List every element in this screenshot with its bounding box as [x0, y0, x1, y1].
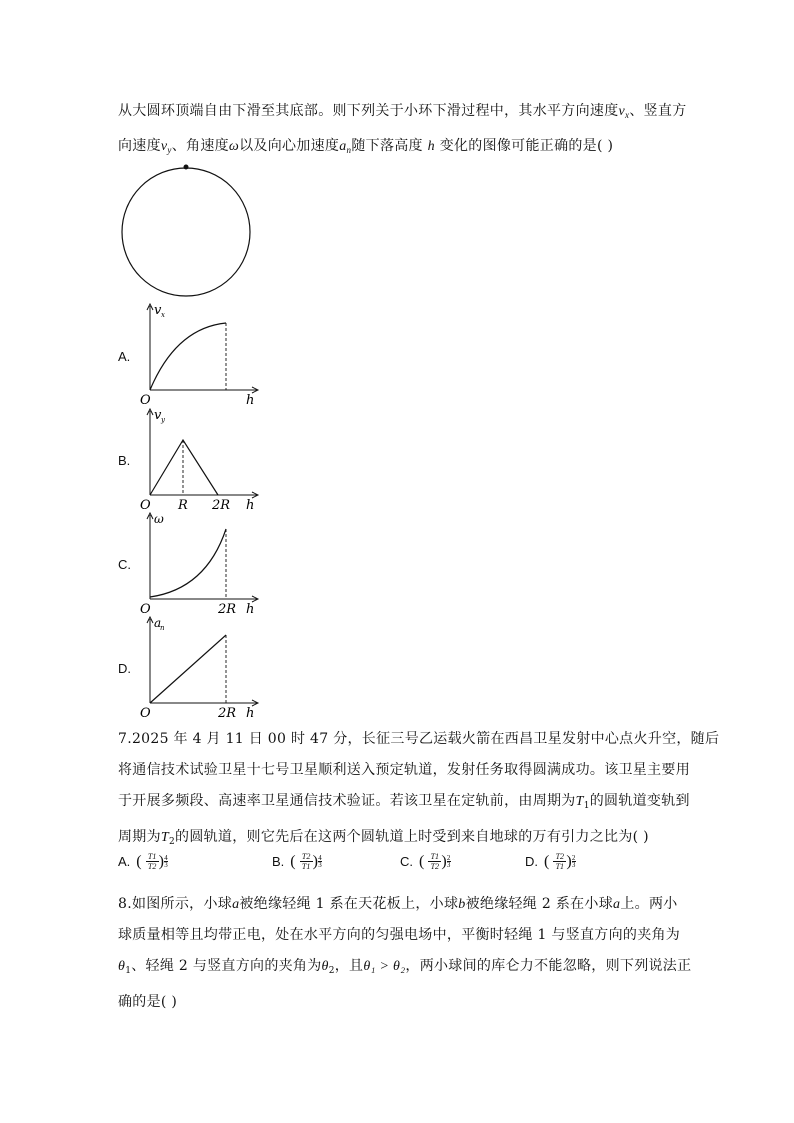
- origin-label: O: [140, 393, 151, 408]
- tick-2r: 2R: [212, 498, 231, 513]
- q8-line1-a: 8.如图所示，小球: [118, 896, 233, 912]
- ratio-fraction: [428, 852, 441, 871]
- q7-option-b[interactable]: [272, 852, 322, 871]
- option-label: D.: [525, 854, 538, 869]
- q6-line1: 从大圆环顶端自由下滑至其底部。则下列关于小环下滑过程中，其水平方向速度: [118, 103, 619, 119]
- option-b-label: B.: [118, 453, 131, 468]
- q7-line3-a: 于开展多频段、高速率卫星通信技术验证。若该卫星在定轨前，由周期为: [118, 793, 576, 809]
- y-sublabel: x: [161, 311, 165, 319]
- question-7-text: [118, 724, 720, 858]
- theta-inequality: θ₁ > θ₂: [363, 959, 406, 974]
- x-label: h: [246, 393, 255, 408]
- origin-label: O: [140, 602, 151, 617]
- theta1-symbol: θ: [118, 959, 126, 974]
- small-ring-dot: [184, 165, 189, 170]
- q8-line1-d: 上。两小: [620, 896, 678, 912]
- q6-line2-e: 变化的图像可能正确的是( ): [439, 138, 614, 154]
- origin-label: O: [140, 706, 151, 721]
- ratio-fraction: [553, 852, 566, 871]
- paren-close: ): [441, 852, 447, 870]
- fraction-numerator: T1: [147, 852, 157, 861]
- graph-d: [136, 613, 266, 721]
- exponent: [164, 855, 168, 868]
- q7-option-a[interactable]: [118, 852, 168, 871]
- q7-option-d[interactable]: [525, 852, 576, 871]
- x-label: h: [246, 498, 255, 513]
- vx-symbol: v: [618, 104, 626, 119]
- tick-r: R: [178, 498, 188, 513]
- option-label: C.: [400, 854, 413, 869]
- exponent-numerator: 2: [571, 854, 576, 862]
- exponent-numerator: 4: [318, 854, 322, 862]
- y-sublabel: n: [160, 624, 165, 632]
- q8-line1-c: 被绝缘轻绳 2 系在小球: [465, 896, 614, 912]
- option-label: B.: [272, 854, 285, 869]
- y-label: ω: [154, 512, 164, 526]
- q7-line4-a: 周期为: [118, 829, 161, 845]
- q6-line2-b: 、角速度: [171, 138, 229, 154]
- t2-subscript: 2: [169, 837, 176, 847]
- y-sublabel: y: [161, 416, 165, 424]
- ratio-fraction: [300, 852, 313, 871]
- q8-line4: 确的是( ): [118, 994, 178, 1010]
- paren-open: (: [290, 852, 296, 870]
- tick-2r: 2R: [218, 706, 237, 721]
- option-label: A.: [118, 854, 131, 869]
- fraction-denominator: T2: [430, 862, 440, 871]
- q7-line1: 7.2025 年 4 月 11 日 00 时 47 分，长征三号乙运载火箭在西昌卫星发射中心点火升空，随后: [118, 731, 720, 747]
- vx-subscript: x: [625, 110, 630, 120]
- exponent-numerator: 4: [164, 854, 168, 862]
- theta2-symbol: θ: [321, 959, 329, 974]
- paren-open: (: [419, 852, 425, 870]
- vy-subscript: y: [167, 145, 172, 155]
- theta2-subscript: 2: [328, 966, 335, 976]
- curve-c: [150, 529, 226, 597]
- an-subscript: n: [346, 145, 352, 155]
- graph-c: [136, 509, 266, 617]
- q7-line2: 将通信技术试验卫星十七号卫星顺利送入预定轨道，发射任务取得圆满成功。该卫星主要用: [118, 762, 690, 778]
- ball-a-symbol-2: a: [613, 897, 621, 912]
- h-symbol: h: [427, 139, 435, 154]
- q6-line2-c: 以及向心加速度: [239, 138, 340, 154]
- exponent-denominator: 3: [318, 861, 322, 869]
- q8-line3-b: ，且: [334, 958, 364, 974]
- t1-subscript: 1: [583, 801, 590, 811]
- paren-open: (: [136, 852, 142, 870]
- curve-d: [150, 635, 226, 703]
- ball-b-symbol: b: [458, 897, 466, 912]
- exponent: [572, 855, 576, 868]
- option-d-label: D.: [118, 661, 131, 676]
- fraction-numerator: T1: [430, 852, 440, 861]
- paren-close: ): [158, 852, 164, 870]
- t1-symbol: T: [575, 794, 584, 809]
- y-label: v: [154, 408, 162, 423]
- fraction-denominator: T2: [147, 862, 157, 871]
- question-6-text: [118, 96, 687, 166]
- q6-line1-end: 、竖直方: [629, 103, 687, 119]
- question-8-text: [118, 889, 692, 1018]
- q7-option-c[interactable]: [400, 852, 451, 871]
- exponent: [318, 855, 322, 868]
- an-symbol: a: [339, 139, 347, 154]
- paren-open: (: [544, 852, 550, 870]
- exponent: [447, 855, 451, 868]
- y-label: v: [154, 303, 162, 318]
- option-c-label: C.: [118, 557, 131, 572]
- q6-line2-d: 随下落高度: [351, 138, 423, 154]
- ball-a-symbol: a: [232, 897, 240, 912]
- t2-symbol: T: [160, 830, 169, 845]
- exponent-denominator: 3: [164, 861, 168, 869]
- q8-line1-b: 被绝缘轻绳 1 系在天花板上，小球: [239, 896, 459, 912]
- x-label: h: [246, 602, 255, 617]
- origin-label: O: [140, 498, 151, 513]
- exponent-denominator: 3: [446, 861, 451, 869]
- ring-diagram: [118, 162, 258, 302]
- curve-b: [150, 440, 218, 495]
- theta1-subscript: 1: [125, 966, 132, 976]
- tick-2r: 2R: [218, 602, 237, 617]
- large-ring: [122, 168, 250, 296]
- fraction-numerator: T2: [301, 852, 311, 861]
- q7-line3-b: 的圆轨道变轨到: [589, 793, 690, 809]
- paren-close: ): [312, 852, 318, 870]
- option-a-label: A.: [118, 349, 131, 364]
- ratio-fraction: [146, 852, 159, 871]
- q7-line4-b: 的圆轨道，则它先后在这两个圆轨道上时受到来自地球的万有引力之比为( ): [175, 829, 649, 845]
- x-label: h: [246, 706, 255, 721]
- exponent-numerator: 2: [446, 854, 451, 862]
- fraction-denominator: T1: [301, 862, 311, 871]
- graph-a: [136, 300, 266, 408]
- curve-a: [150, 323, 226, 390]
- omega-symbol: ω: [228, 139, 240, 154]
- paren-close: ): [566, 852, 572, 870]
- q8-line2: 球质量相等且均带正电，处在水平方向的匀强电场中，平衡时轻绳 1 与竖直方向的夹角为: [118, 927, 681, 943]
- vy-symbol: v: [160, 139, 168, 154]
- y-label: a: [154, 616, 162, 630]
- fraction-numerator: T2: [555, 852, 565, 861]
- q8-line3-c: ，两小球间的库仑力不能忽略，则下列说法正: [405, 958, 692, 974]
- q6-line2-a: 向速度: [118, 138, 161, 154]
- q8-line3-a: 、轻绳 2 与竖直方向的夹角为: [131, 958, 322, 974]
- exponent-denominator: 3: [571, 861, 576, 869]
- fraction-denominator: T1: [555, 862, 565, 871]
- graph-b: [136, 405, 266, 513]
